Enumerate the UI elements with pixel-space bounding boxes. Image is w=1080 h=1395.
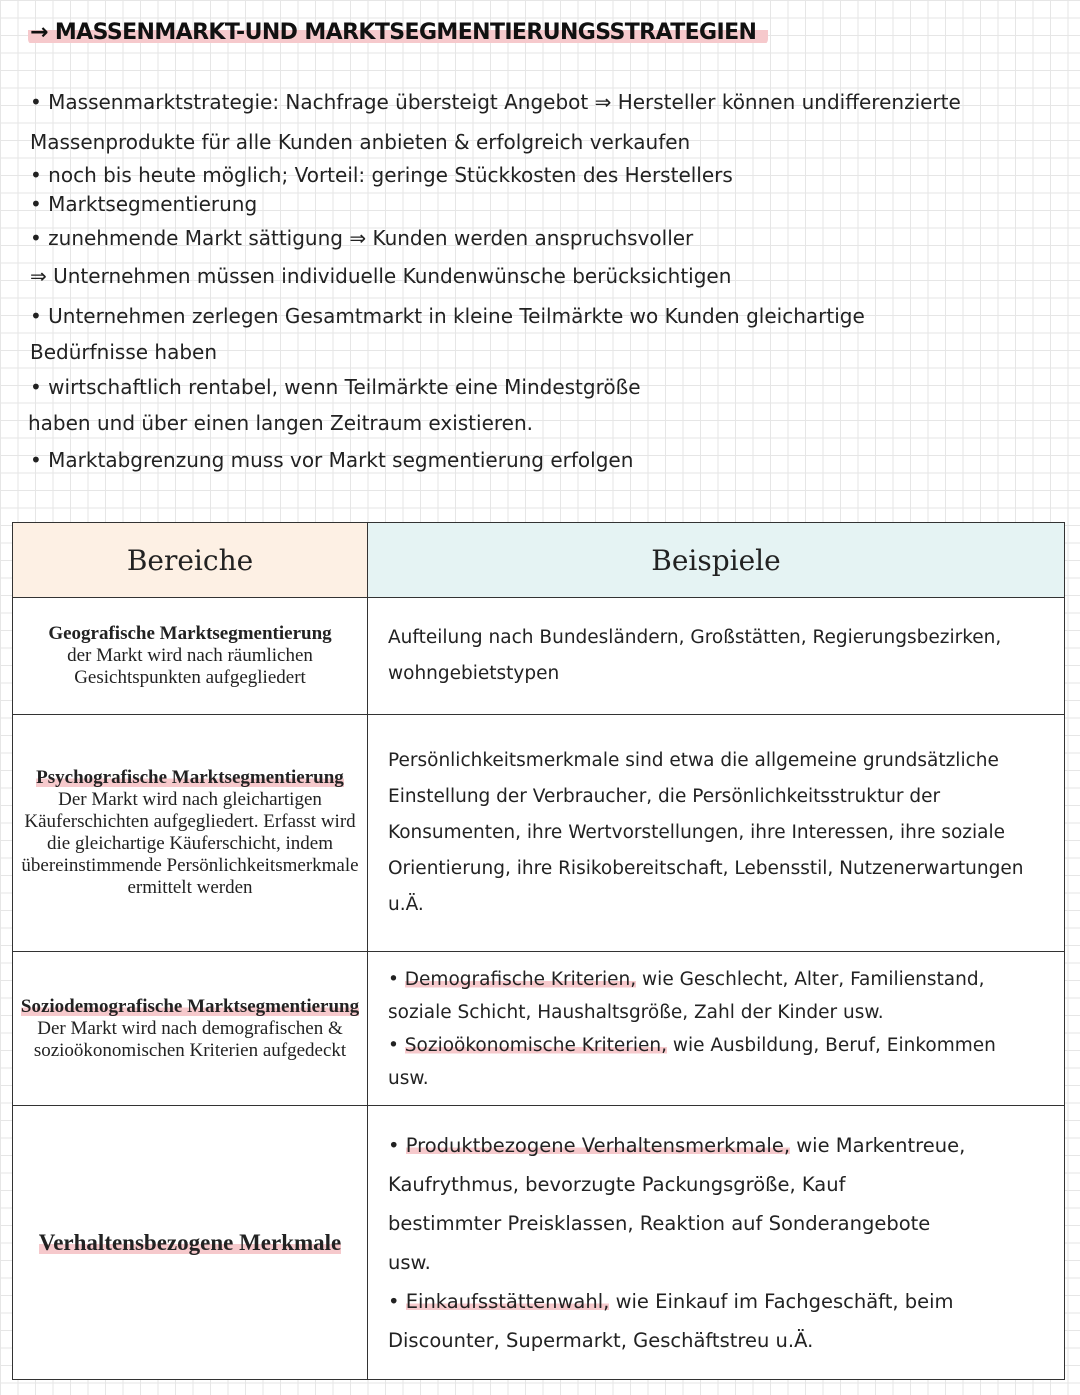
row-category	[13, 715, 368, 952]
row-examples: • Demografische Kriterien, wie Geschlecht, Alter, Familienstand, soziale Schicht, Haushaltsgröße, Zahl der Kinder usw. • Sozioökonomische Kriterien, wie Ausbildung, Beruf, Einkommen usw.	[368, 952, 1065, 1106]
row-category	[13, 1106, 368, 1380]
table-header-row	[13, 523, 1065, 598]
example-line: Orientierung, ihre Risikobereitschaft, Lebensstil, Nutzenerwartungen	[388, 858, 1024, 879]
note-line: • zunehmende Markt sättigung ⇒ Kunden werden anspruchsvoller	[30, 226, 694, 250]
row-title: Soziodemografische Marktsegmentierung	[20, 995, 360, 1017]
note-line: • Marktabgrenzung muss vor Markt segmentierung erfolgen	[30, 448, 634, 472]
example-text: Discounter, Supermarkt, Geschäftstreu u.Ä.	[388, 1328, 814, 1352]
row-title: Verhaltensbezogene Merkmale	[38, 1229, 342, 1255]
row-category	[13, 598, 368, 715]
example-highlight: Demografische Kriterien,	[404, 968, 637, 990]
row-description: Der Markt wird nach gleichartigen Käuferschichten aufgegliedert. Erfasst wird die gleichartige Käuferschicht, indem übereinstimmende Persönlichkeitsmerkmale ermittelt werden	[21, 789, 359, 898]
row-description: der Markt wird nach räumlichen Gesichtspunkten aufgegliedert	[67, 645, 313, 688]
column-header-bereiche: Bereiche	[13, 523, 368, 598]
table-row	[13, 598, 1065, 715]
example-line: Konsumenten, ihre Wertvorstellungen, ihre Interessen, ihre soziale	[388, 822, 1005, 843]
page-title: → MASSENMARKT-UND MARKTSEGMENTIERUNGSSTRATEGIEN	[28, 20, 768, 45]
example-highlight: Einkaufsstättenwahl,	[405, 1289, 610, 1313]
note-line: • noch bis heute möglich; Vorteil: geringe Stückkosten des Herstellers	[30, 163, 733, 187]
note-line: Bedürfnisse haben	[30, 340, 218, 364]
example-text: wie Geschlecht, Alter, Familienstand,	[642, 968, 985, 990]
note-line: • Massenmarktstrategie: Nachfrage übersteigt Angebot ⇒ Hersteller können undifferenzierte	[30, 90, 961, 114]
example-line: Persönlichkeitsmerkmale sind etwa die allgemeine grundsätzliche	[388, 750, 999, 771]
row-title: Psychografische Marktsegmentierung	[36, 767, 344, 788]
example-line: Aufteilung nach Bundesländern, Großstätten, Regierungsbezirken,	[388, 627, 1002, 648]
row-title: Geografische Marktsegmentierung	[48, 623, 332, 644]
note-line: • Marktsegmentierung	[30, 192, 258, 216]
table-row	[13, 715, 1065, 952]
segmentation-table	[12, 522, 1065, 1380]
example-text: bestimmter Preisklassen, Reaktion auf Sonderangebote	[388, 1211, 931, 1235]
example-text: usw.	[388, 1067, 429, 1089]
row-examples: • Produktbezogene Verhaltensmerkmale, wie Markentreue, Kaufrythmus, bevorzugte Packungsgröße, Kauf bestimmter Preisklassen, Reaktion auf Sonderangebote usw. • Einkaufsstättenwahl, wie Einkauf im Fachgeschäft, beim Discounter, Supermarkt, Geschäftstreu u.Ä.	[368, 1106, 1065, 1380]
table-row	[13, 1106, 1065, 1380]
example-line: u.Ä.	[388, 894, 424, 915]
row-description: Der Markt wird nach demografischen & sozioökonomischen Kriterien aufgedeckt	[33, 1017, 347, 1061]
note-line: • Unternehmen zerlegen Gesamtmarkt in kleine Teilmärkte wo Kunden gleichartige	[30, 304, 865, 328]
example-highlight: Sozioökonomische Kriterien,	[404, 1034, 667, 1056]
example-text: usw.	[388, 1250, 431, 1274]
note-line: ⇒ Unternehmen müssen individuelle Kundenwünsche berücksichtigen	[30, 264, 732, 288]
row-examples	[368, 598, 1065, 715]
example-text: soziale Schicht, Haushaltsgröße, Zahl der Kinder usw.	[388, 1001, 884, 1023]
example-highlight: Produktbezogene Verhaltensmerkmale,	[405, 1133, 791, 1157]
example-text: Kaufrythmus, bevorzugte Packungsgröße, Kauf	[388, 1172, 846, 1196]
row-examples	[368, 715, 1065, 952]
example-text: wie Einkauf im Fachgeschäft, beim	[615, 1289, 954, 1313]
example-text: wie Ausbildung, Beruf, Einkommen	[672, 1034, 996, 1056]
note-line: • wirtschaftlich rentabel, wenn Teilmärkte eine Mindestgröße	[30, 375, 641, 399]
column-header-beispiele: Beispiele	[368, 523, 1065, 598]
table-row	[13, 952, 1065, 1106]
example-text: wie Markentreue,	[796, 1133, 966, 1157]
note-line: Massenprodukte für alle Kunden anbieten & erfolgreich verkaufen	[30, 130, 691, 154]
row-category	[13, 952, 368, 1106]
example-line: Einstellung der Verbraucher, die Persönlichkeitsstruktur der	[388, 786, 941, 807]
example-line: wohngebietstypen	[388, 663, 560, 684]
note-line: haben und über einen langen Zeitraum existieren.	[28, 411, 534, 435]
